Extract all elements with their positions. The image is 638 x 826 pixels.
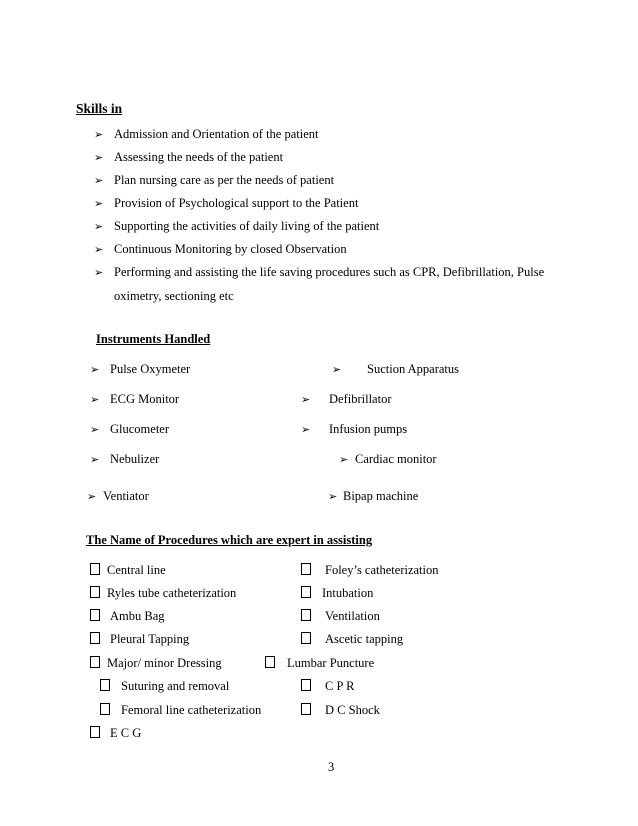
skill-item-continuation: oximetry, sectioning etc	[114, 289, 234, 303]
arrow-bullet-icon: ➢	[94, 267, 104, 279]
arrow-bullet-icon: ➢	[94, 175, 104, 187]
arrow-bullet-icon: ➢	[339, 454, 349, 466]
box-bullet-icon	[90, 563, 100, 575]
arrow-bullet-icon: ➢	[94, 221, 104, 233]
skills-heading: Skills in	[76, 101, 123, 116]
procedure-item: Major/ minor Dressing	[90, 656, 222, 671]
box-bullet-icon	[90, 656, 100, 668]
instrument-item: ➢ Cardiac monitor	[339, 452, 437, 466]
procedure-item: Ascetic tapping	[301, 632, 403, 647]
procedure-item: E C G	[90, 726, 141, 741]
procedure-item: Lumbar Puncture	[265, 656, 374, 671]
procedures-heading: The Name of Procedures which are expert in assisting	[86, 533, 373, 547]
box-bullet-icon	[301, 563, 311, 575]
arrow-bullet-icon: ➢	[90, 454, 100, 466]
box-bullet-icon	[90, 632, 100, 644]
box-bullet-icon	[265, 656, 275, 668]
box-bullet-icon	[301, 632, 311, 644]
procedure-item: Ambu Bag	[90, 609, 165, 624]
skill-item: ➢ Admission and Orientation of the patient	[94, 127, 319, 141]
procedure-item: Femoral line catheterization	[100, 703, 261, 718]
arrow-bullet-icon: ➢	[301, 424, 311, 436]
instrument-item: ➢ Suction Apparatus	[332, 362, 460, 376]
arrow-bullet-icon: ➢	[94, 198, 104, 210]
box-bullet-icon	[301, 586, 311, 598]
instrument-item: ➢ ECG Monitor	[90, 392, 180, 406]
instrument-item: ➢ Ventiator	[87, 489, 149, 503]
arrow-bullet-icon: ➢	[301, 394, 311, 406]
skill-item: ➢ Supporting the activities of daily living of the patient	[94, 219, 380, 233]
skill-item: ➢ Performing and assisting the life saving procedures such as CPR, Defibrillation, Pulse	[94, 265, 545, 279]
skill-item: ➢ Plan nursing care as per the needs of patient	[94, 173, 335, 187]
box-bullet-icon	[100, 679, 110, 691]
procedure-item: Suturing and removal	[100, 679, 229, 694]
arrow-bullet-icon: ➢	[90, 424, 100, 436]
instrument-item: ➢ Pulse Oxymeter	[90, 362, 191, 376]
procedure-item: Ventilation	[301, 609, 380, 624]
arrow-bullet-icon: ➢	[332, 364, 342, 376]
box-bullet-icon	[90, 609, 100, 621]
arrow-bullet-icon: ➢	[328, 491, 338, 503]
procedure-item: Foley’s catheterization	[301, 563, 439, 578]
instruments-heading: Instruments Handled	[96, 332, 211, 346]
box-bullet-icon	[90, 586, 100, 598]
arrow-bullet-icon: ➢	[90, 364, 100, 376]
page-number: 3	[328, 760, 335, 774]
instrument-item: ➢ Nebulizer	[90, 452, 160, 466]
skill-item: ➢ Continuous Monitoring by closed Observation	[94, 242, 347, 256]
skill-item: ➢ Provision of Psychological support to the Patient	[94, 196, 359, 210]
box-bullet-icon	[100, 703, 110, 715]
box-bullet-icon	[90, 726, 100, 738]
procedure-item: Ryles tube catheterization	[90, 586, 236, 601]
arrow-bullet-icon: ➢	[90, 394, 100, 406]
arrow-bullet-icon: ➢	[94, 129, 104, 141]
procedure-item: Central line	[90, 563, 166, 578]
procedure-item: Intubation	[301, 586, 373, 601]
arrow-bullet-icon: ➢	[87, 491, 97, 503]
instrument-item: ➢ Defibrillator	[301, 392, 392, 406]
box-bullet-icon	[301, 679, 311, 691]
skill-item: ➢ Assessing the needs of the patient	[94, 150, 284, 164]
box-bullet-icon	[301, 609, 311, 621]
arrow-bullet-icon: ➢	[94, 244, 104, 256]
procedure-item: Pleural Tapping	[90, 632, 189, 647]
arrow-bullet-icon: ➢	[94, 152, 104, 164]
instrument-item: ➢ Bipap machine	[328, 489, 419, 503]
procedure-item: D C Shock	[301, 703, 380, 718]
instrument-item: ➢ Infusion pumps	[301, 422, 408, 436]
box-bullet-icon	[301, 703, 311, 715]
instrument-item: ➢ Glucometer	[90, 422, 170, 436]
procedure-item: C P R	[301, 679, 354, 694]
